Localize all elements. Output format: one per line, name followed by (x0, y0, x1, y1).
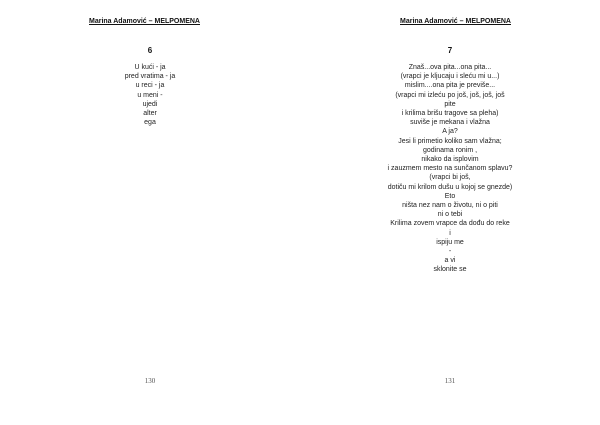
poem-line: alter (143, 110, 157, 118)
poem-line: (vrapci je kljucaju i sleću mi u...) (400, 73, 500, 81)
poem-line: ni o tebi (437, 211, 463, 219)
poem-line: ništa nez nam o životu, ni o piti (402, 202, 498, 210)
poem-line: mislim....ona pita je previše... (404, 82, 496, 90)
poem-number: 7 (447, 46, 453, 55)
poem-line: (vrapci mi izleću po još, još, još, još (395, 91, 505, 99)
page-number: 130 (144, 377, 156, 385)
poem-line: i krilima brišu tragove sa pleha) (401, 110, 499, 118)
poem-number: 6 (147, 46, 153, 55)
poem-line: a vi (444, 257, 456, 265)
poem-line: Znaš...ova pita...ona pita... (408, 64, 492, 71)
poem-line: A ja? (442, 128, 458, 136)
page-number: 131 (444, 377, 456, 385)
poem-text (80, 63, 220, 127)
poem-line: u reci - ja (135, 82, 165, 90)
running-header: Marina Adamović – MELPOMENA (400, 18, 511, 25)
poem-line: pite (444, 100, 456, 108)
poem-line: i (449, 229, 451, 237)
poem-line: Eto (444, 192, 456, 200)
poem-line: U kući - ja (134, 64, 166, 71)
poem-line: Jesi li primetio koliko sam vlažna; (398, 137, 502, 145)
poem-line: ispiju me (436, 238, 464, 246)
poem-line: u meni - (137, 91, 163, 99)
poem-line: godinama ronim , (422, 146, 478, 154)
poem-line: nikako da isplovim (421, 156, 479, 164)
poem-text (350, 63, 550, 275)
poem-line: dotiču mi krilom dušu u kojoj se gnezde) (387, 183, 513, 191)
poem-line: ega (144, 119, 156, 127)
poem-line: Krilima zovem vrapce da dođu do reke (390, 220, 510, 228)
poem-line: ujedi (142, 100, 158, 108)
right-page (300, 0, 600, 425)
running-header: Marina Adamović – MELPOMENA (89, 18, 200, 25)
poem-line: pred vratima - ja (124, 73, 176, 81)
poem-line: suviše je mekana i vlažna (410, 119, 490, 127)
poem-line: sklonite se (433, 266, 467, 274)
poem-line: i zauzmem mesto na sunčanom splavu? (387, 165, 513, 173)
poem-line: (vrapci bi još, (429, 174, 471, 182)
poem-line: - (448, 248, 452, 256)
